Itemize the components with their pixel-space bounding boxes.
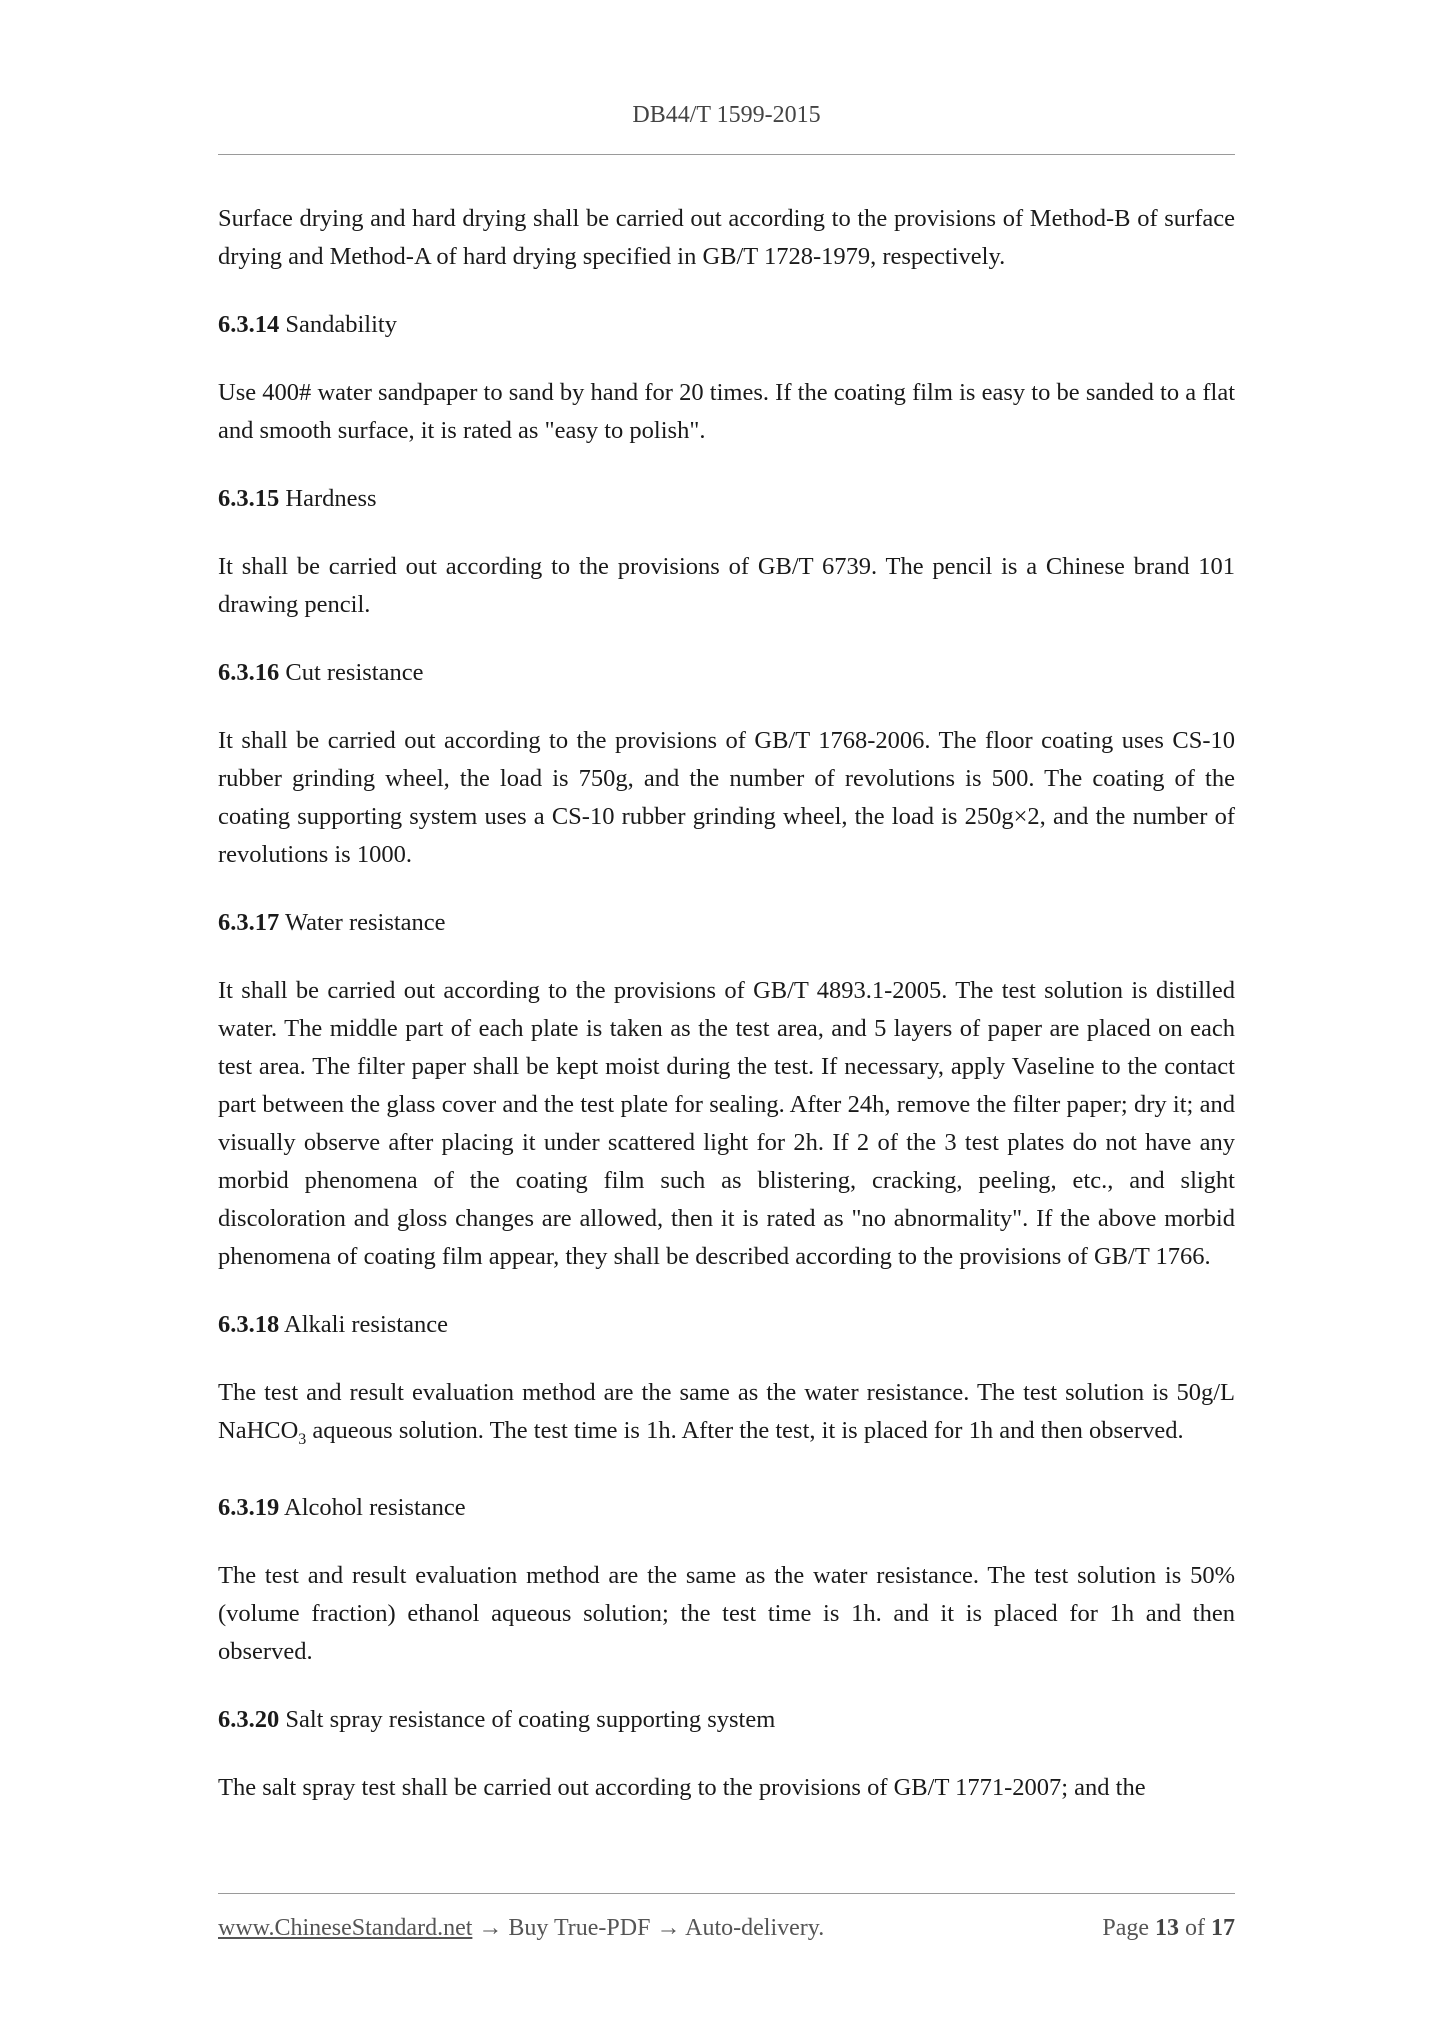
arrow-icon: → <box>478 1915 503 1941</box>
section-title: Alcohol resistance <box>284 1493 466 1521</box>
section-title: Cut resistance <box>285 659 424 686</box>
section-number: 6.3.16 <box>218 659 280 686</box>
section-body-6-3-20: The salt spray test shall be carried out according to the provisions of GB/T 1771-2007; and the <box>218 1773 1146 1801</box>
of-word: of <box>1185 1915 1205 1941</box>
section-title: Salt spray resistance of coating supporting system <box>285 1705 776 1733</box>
total-pages: 17 <box>1211 1915 1235 1941</box>
section-title: Hardness <box>285 485 377 512</box>
current-page: 13 <box>1155 1915 1179 1941</box>
section-number: 6.3.20 <box>218 1705 280 1733</box>
footer-left <box>218 1915 824 1942</box>
delivery-text: Auto-delivery. <box>685 1915 825 1941</box>
section-body-6-3-16: It shall be carried out according to the provisions of GB/T 1768-2006. The floor coating uses CS-10 rubber grinding wheel, the load is 750g, and the number of revolutions is 500. The coating of the coating supporting system uses a CS-10 rubber grinding wheel, the load is 250g×2, and the number of revolutions is 1000. <box>218 727 1235 868</box>
section-body-6-3-18 <box>218 1374 1235 1459</box>
arrow-icon: → <box>656 1915 681 1941</box>
footer-divider <box>218 1893 1235 1894</box>
section-heading-6-3-17 <box>218 904 1235 942</box>
page-number <box>1102 1915 1235 1942</box>
body-text: aqueous solution. The test time is 1h. After the test, it is placed for 1h and then observed. <box>306 1417 1184 1444</box>
section-heading-6-3-19 <box>218 1489 1235 1527</box>
intro-paragraph: Surface drying and hard drying shall be carried out according to the provisions of Method-B of surface drying and Method-A of hard drying specified in GB/T 1728-1979, respectively. <box>218 205 1235 270</box>
section-number: 6.3.18 <box>218 1311 280 1338</box>
subscript: 3 <box>298 1430 307 1448</box>
section-heading-6-3-15 <box>218 480 1235 518</box>
website-link[interactable]: www.ChineseStandard.net <box>218 1915 473 1941</box>
page-word: Page <box>1102 1915 1149 1941</box>
buy-text: Buy True-PDF <box>508 1915 651 1941</box>
document-body <box>218 200 1235 1837</box>
section-heading-6-3-20 <box>218 1701 1235 1739</box>
section-number: 6.3.17 <box>218 909 280 936</box>
section-title: Alkali resistance <box>284 1311 448 1338</box>
header-divider <box>218 154 1235 155</box>
section-body-6-3-14: Use 400# water sandpaper to sand by hand for 20 times. If the coating film is easy to be sanded to a flat and smooth surface, it is rated as "easy to polish". <box>218 379 1235 444</box>
page-footer <box>218 1915 1235 1942</box>
section-body-6-3-15: It shall be carried out according to the provisions of GB/T 6739. The pencil is a Chinese brand 101 drawing pencil. <box>218 553 1235 618</box>
body-text: The test and result evaluation method are the same as the water resistance. The test solution is 50g/L NaHCO <box>218 1379 1235 1444</box>
section-number: 6.3.15 <box>218 485 280 512</box>
section-heading-6-3-16 <box>218 654 1235 692</box>
section-body-6-3-17: It shall be carried out according to the provisions of GB/T 4893.1-2005. The test solution is distilled water. The middle part of each plate is taken as the test area, and 5 layers of paper are placed on each test area. The filter paper shall be kept moist during the test. If necessary, apply Vaseline to the contact part between the glass cover and the test plate for sealing. After 24h, remove the filter paper; dry it; and visually observe after placing it under scattered light for 2h. If 2 of the 3 test plates do not have any morbid phenomena of the coating film such as blistering, cracking, peeling, etc., and slight discoloration and gloss changes are allowed, then it is rated as "no abnormality". If the above morbid phenomena of coating film appear, they shall be described according to the provisions of GB/T 1766. <box>218 977 1235 1270</box>
section-body-6-3-19: The test and result evaluation method are the same as the water resistance. The test solution is 50% (volume fraction) ethanol aqueous solution; the test time is 1h. and it is placed for 1h and then observed. <box>218 1561 1235 1665</box>
section-number: 6.3.19 <box>218 1493 280 1521</box>
section-title: Water resistance <box>284 909 446 936</box>
section-number: 6.3.14 <box>218 311 280 338</box>
section-heading-6-3-14 <box>218 306 1235 344</box>
document-header: DB44/T 1599-2015 <box>632 102 821 128</box>
section-heading-6-3-18 <box>218 1306 1235 1344</box>
section-title: Sandability <box>285 311 397 338</box>
